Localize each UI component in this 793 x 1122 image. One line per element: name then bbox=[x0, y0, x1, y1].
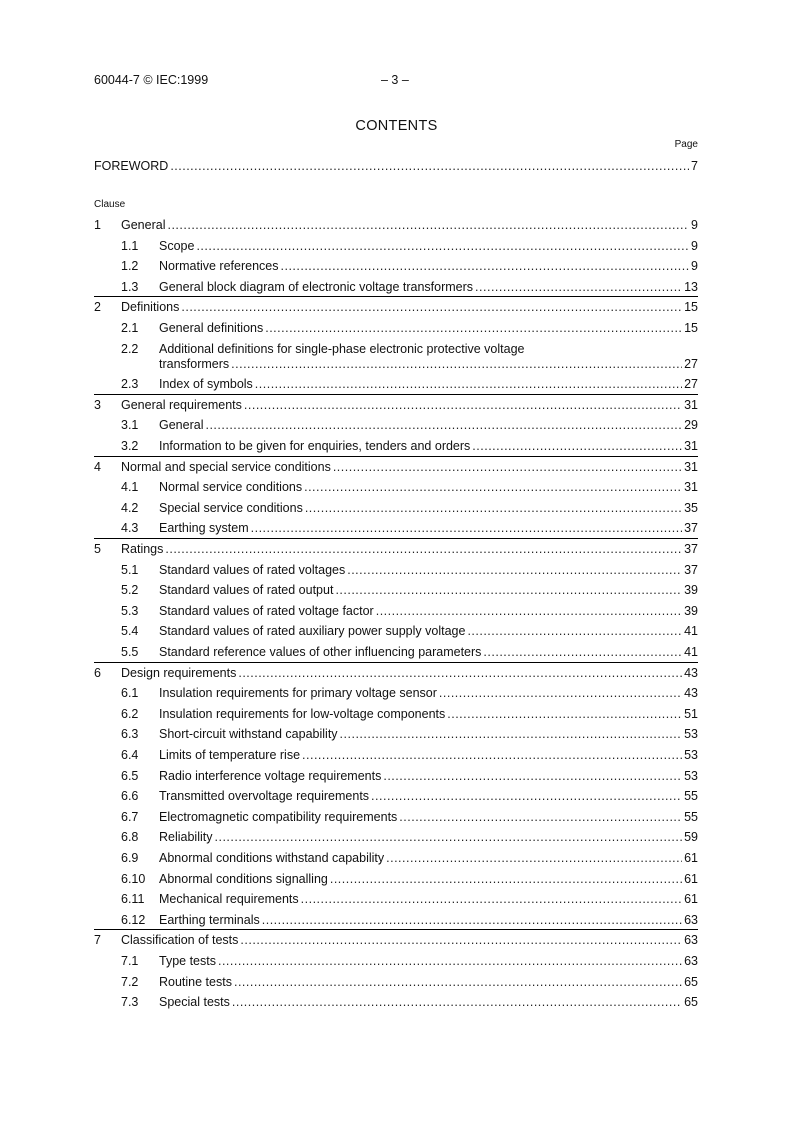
toc-entry-label: Normative references bbox=[159, 259, 279, 274]
toc-entry-number: 4.1 bbox=[121, 480, 139, 495]
toc-entry-3[interactable] bbox=[94, 397, 698, 413]
toc-entry-page: 41 bbox=[684, 624, 698, 639]
toc-entry-label: Standard values of rated auxiliary power supply voltage bbox=[159, 624, 466, 639]
toc-entry-2[interactable] bbox=[94, 299, 698, 315]
toc-entry-label: Special tests bbox=[159, 995, 230, 1010]
toc-entry-number: 5.2 bbox=[121, 583, 139, 598]
toc-entry-number: 6.6 bbox=[121, 789, 139, 804]
toc-entry-number: 6.1 bbox=[121, 686, 139, 701]
page-number: – 3 – bbox=[381, 73, 409, 87]
toc-entry-label-line1: Additional definitions for single-phase electronic protective voltage bbox=[159, 341, 525, 356]
leader-dots bbox=[215, 829, 683, 845]
toc-entry-page: 55 bbox=[684, 789, 698, 804]
toc-entry-number: 6.2 bbox=[121, 706, 139, 721]
leader-dots bbox=[483, 644, 682, 660]
toc-entry-number: 6.5 bbox=[121, 768, 139, 783]
toc-entry-label: Abnormal conditions withstand capability bbox=[159, 851, 385, 865]
toc-entry-label: Standard reference values of other influencing parameters bbox=[159, 645, 482, 659]
toc-entry-number: 5.1 bbox=[121, 562, 139, 577]
leader-dots bbox=[265, 320, 682, 336]
toc-entry-number: 4 bbox=[94, 459, 101, 474]
toc-entry-1-3[interactable] bbox=[94, 279, 698, 295]
toc-entry-page: 43 bbox=[684, 686, 698, 701]
toc-entry-1-2[interactable] bbox=[94, 258, 698, 274]
toc-entry-label: Index of symbols bbox=[159, 377, 253, 392]
toc-entry-number: 3.1 bbox=[121, 418, 139, 433]
toc-entry-page: 31 bbox=[684, 439, 698, 453]
toc-entry-label: Transmitted overvoltage requirements bbox=[159, 789, 370, 804]
toc-entry-page: 13 bbox=[684, 279, 698, 294]
toc-entry-page: 63 bbox=[684, 933, 698, 948]
section-separator bbox=[94, 456, 698, 457]
section-separator bbox=[94, 538, 698, 539]
toc-entry-label: Insulation requirements for primary voltage sensor bbox=[159, 686, 437, 701]
leader-dots bbox=[205, 417, 682, 433]
toc-entry-6-7[interactable] bbox=[94, 809, 698, 825]
toc-entry-number: 5.4 bbox=[121, 624, 139, 639]
leader-dots bbox=[304, 479, 682, 495]
toc-entry-number: 6.3 bbox=[121, 727, 139, 742]
toc-entry-6-11[interactable] bbox=[94, 891, 698, 907]
toc-entry-number: 5.3 bbox=[121, 603, 139, 618]
toc-entry-label: Radio interference voltage requirements bbox=[159, 768, 382, 783]
toc-entry-label: Reliability bbox=[159, 830, 213, 845]
toc-entry-6-6[interactable] bbox=[94, 788, 698, 804]
toc-entry-3-1[interactable] bbox=[94, 417, 698, 433]
leader-dots bbox=[170, 158, 689, 174]
toc-entry-7[interactable] bbox=[94, 932, 698, 948]
toc-entry-label: General requirements bbox=[121, 397, 242, 412]
toc-entry-number: 6.7 bbox=[121, 809, 139, 824]
toc-entry-page: 9 bbox=[691, 218, 698, 232]
toc-entry-5-1[interactable] bbox=[94, 562, 698, 578]
toc-entry-foreword[interactable] bbox=[94, 158, 698, 174]
toc-entry-label: transformers bbox=[159, 356, 230, 371]
leader-dots bbox=[238, 665, 682, 681]
toc-entry-7-2[interactable] bbox=[94, 974, 698, 990]
toc-entry-1-1[interactable] bbox=[94, 238, 698, 254]
toc-entry-page: 9 bbox=[691, 238, 698, 253]
toc-entry-label: Information to be given for enquiries, tenders and orders bbox=[159, 439, 471, 453]
leader-dots bbox=[165, 541, 682, 557]
toc-entry-label: Scope bbox=[159, 238, 195, 253]
toc-entry-label: Normal and special service conditions bbox=[121, 459, 331, 474]
toc-entry-number: 2 bbox=[94, 300, 101, 315]
toc-entry-number: 1 bbox=[94, 218, 101, 232]
leader-dots bbox=[330, 871, 682, 887]
toc-entry-page: 27 bbox=[684, 356, 698, 371]
leader-dots bbox=[333, 459, 682, 475]
toc-entry-5-5[interactable] bbox=[94, 644, 698, 660]
toc-entry-page: 53 bbox=[684, 727, 698, 742]
toc-entry-6-9[interactable] bbox=[94, 850, 698, 866]
toc-entry-4[interactable] bbox=[94, 459, 698, 475]
leader-dots bbox=[244, 397, 682, 413]
toc-entry-page: 51 bbox=[684, 706, 698, 721]
toc-entry-page: 61 bbox=[684, 871, 698, 886]
toc-entry-label: Electromagnetic compatibility requirements bbox=[159, 809, 398, 824]
toc-entry-label: Normal service conditions bbox=[159, 480, 303, 495]
leader-dots bbox=[335, 582, 682, 598]
leader-dots bbox=[196, 238, 689, 254]
leader-dots bbox=[255, 376, 682, 392]
toc-entry-page: 39 bbox=[684, 603, 698, 618]
leader-dots bbox=[301, 891, 682, 907]
clause-column-label: Clause bbox=[94, 199, 126, 210]
toc-entry-page: 37 bbox=[684, 542, 698, 556]
document-id: 60044-7 © IEC:1999 bbox=[94, 73, 209, 87]
toc-entry-number: 2.1 bbox=[121, 321, 139, 335]
contents-title: CONTENTS bbox=[355, 118, 438, 134]
toc-entry-page: 29 bbox=[684, 418, 698, 433]
leader-dots bbox=[281, 258, 690, 274]
toc-entry-label: General bbox=[121, 218, 166, 232]
toc-entry-page: 53 bbox=[684, 748, 698, 762]
page-header bbox=[94, 73, 698, 89]
toc-entry-label: Classification of tests bbox=[121, 933, 239, 948]
toc-entry-label: Mechanical requirements bbox=[159, 892, 299, 907]
toc-entry-label: Type tests bbox=[159, 954, 216, 968]
toc-entry-page: 35 bbox=[684, 500, 698, 515]
section-separator bbox=[94, 394, 698, 395]
toc-entry-number: 7.2 bbox=[121, 974, 139, 989]
toc-entry-page: 15 bbox=[684, 321, 698, 335]
toc-entry-number: 4.2 bbox=[121, 500, 139, 515]
toc-entry-page: 31 bbox=[684, 459, 698, 474]
toc-entry-6-10[interactable] bbox=[94, 871, 698, 887]
toc-entry-number: 6.12 bbox=[121, 912, 146, 927]
toc-entry-7-3[interactable] bbox=[94, 994, 698, 1010]
toc-entry-6-5[interactable] bbox=[94, 768, 698, 784]
toc-entry-label: Definitions bbox=[121, 300, 180, 315]
toc-entry-number: 2.3 bbox=[121, 377, 139, 392]
toc-entry-page: 41 bbox=[684, 645, 698, 659]
toc-entry-number: 4.3 bbox=[121, 521, 139, 536]
leader-dots bbox=[447, 706, 682, 722]
leader-dots bbox=[472, 438, 682, 454]
toc-entry-label: Standard values of rated voltage factor bbox=[159, 603, 374, 618]
toc-entry-label: Design requirements bbox=[121, 665, 237, 680]
page-column-label: Page bbox=[674, 139, 698, 150]
toc-entry-number: 6.9 bbox=[121, 851, 139, 865]
leader-dots bbox=[347, 562, 682, 578]
toc-entry-page: 43 bbox=[684, 665, 698, 680]
toc-entry-label: Earthing system bbox=[159, 521, 249, 536]
toc-entry-2-1[interactable] bbox=[94, 320, 698, 336]
toc-entry-number: 6.8 bbox=[121, 830, 139, 845]
toc-entry-label: General bbox=[159, 418, 204, 433]
toc-entry-page: 61 bbox=[684, 892, 698, 907]
toc-entry-page: 37 bbox=[684, 562, 698, 577]
leader-dots bbox=[232, 994, 682, 1010]
toc-entry-5-4[interactable] bbox=[94, 623, 698, 639]
leader-dots bbox=[302, 747, 682, 763]
toc-entry-label: Insulation requirements for low-voltage components bbox=[159, 706, 446, 721]
toc-entry-number: 3.2 bbox=[121, 439, 139, 453]
toc-entry-number: 2.2 bbox=[121, 341, 139, 356]
toc-entry-number: 3 bbox=[94, 397, 101, 412]
toc-entry-label: Routine tests bbox=[159, 974, 232, 989]
toc-entry-page: 37 bbox=[684, 521, 698, 536]
toc-entry-page: 65 bbox=[684, 995, 698, 1010]
toc-entry-label: Standard values of rated voltages bbox=[159, 562, 346, 577]
toc-entry-page: 55 bbox=[684, 809, 698, 824]
toc-entry-page: 15 bbox=[684, 300, 698, 315]
toc-entry-page: 63 bbox=[684, 954, 698, 968]
toc-entry-6-4[interactable] bbox=[94, 747, 698, 763]
toc-entry-number: 6 bbox=[94, 665, 101, 680]
leader-dots bbox=[167, 217, 689, 233]
toc-entry-4-3[interactable] bbox=[94, 520, 698, 536]
toc-entry-number: 1.1 bbox=[121, 238, 139, 253]
leader-dots bbox=[439, 685, 682, 701]
toc-entry-label: General block diagram of electronic voltage transformers bbox=[159, 279, 474, 294]
toc-entry-label: FOREWORD bbox=[94, 159, 169, 173]
toc-entry-label: Special service conditions bbox=[159, 500, 303, 515]
toc-entry-number: 7.1 bbox=[121, 954, 139, 968]
toc-entry-page: 7 bbox=[691, 159, 698, 173]
toc-entry-page: 65 bbox=[684, 974, 698, 989]
leader-dots bbox=[181, 299, 682, 315]
toc-entry-number: 6.10 bbox=[121, 871, 146, 886]
toc-entry-number: 6.11 bbox=[121, 892, 145, 907]
leader-dots bbox=[475, 279, 682, 295]
toc-entry-page: 53 bbox=[684, 768, 698, 783]
leader-dots bbox=[467, 623, 682, 639]
toc-entry-label: Limits of temperature rise bbox=[159, 748, 301, 762]
toc-entry-number: 7 bbox=[94, 933, 101, 948]
leader-dots bbox=[240, 932, 682, 948]
toc-entry-number: 1.3 bbox=[121, 279, 139, 294]
leader-dots bbox=[231, 356, 682, 372]
toc-entry-label: Ratings bbox=[121, 542, 164, 556]
leader-dots bbox=[340, 726, 683, 742]
toc-entry-number: 6.4 bbox=[121, 748, 139, 762]
toc-entry-6-3[interactable] bbox=[94, 726, 698, 742]
toc-entry-6-2[interactable] bbox=[94, 706, 698, 722]
toc-entry-5-2[interactable] bbox=[94, 582, 698, 598]
toc-entry-page: 63 bbox=[684, 912, 698, 927]
toc-entry-7-1[interactable] bbox=[94, 953, 698, 969]
toc-entry-page: 31 bbox=[684, 397, 698, 412]
toc-entry-number: 5 bbox=[94, 542, 101, 556]
toc-entry-4-2[interactable] bbox=[94, 500, 698, 516]
leader-dots bbox=[399, 809, 682, 825]
toc-entry-number: 7.3 bbox=[121, 995, 139, 1010]
toc-entry-number: 5.5 bbox=[121, 645, 139, 659]
toc-entry-5-3[interactable] bbox=[94, 603, 698, 619]
toc-entry-number: 1.2 bbox=[121, 259, 139, 274]
toc-entry-page: 27 bbox=[684, 377, 698, 392]
section-separator bbox=[94, 662, 698, 663]
toc-entry-6-12[interactable] bbox=[94, 912, 698, 928]
toc-entry-page: 9 bbox=[691, 259, 698, 274]
toc-entry-page: 39 bbox=[684, 583, 698, 598]
toc-entry-page: 61 bbox=[684, 851, 698, 865]
leader-dots bbox=[262, 912, 682, 928]
section-separator bbox=[94, 296, 698, 297]
leader-dots bbox=[386, 850, 682, 866]
toc-entry-label: Short-circuit withstand capability bbox=[159, 727, 338, 742]
toc-entry-label: Earthing terminals bbox=[159, 912, 260, 927]
leader-dots bbox=[305, 500, 682, 516]
section-separator bbox=[94, 929, 698, 930]
leader-dots bbox=[371, 788, 682, 804]
leader-dots bbox=[218, 953, 682, 969]
toc-entry-5[interactable] bbox=[94, 541, 698, 557]
toc-entry-label: Abnormal conditions signalling bbox=[159, 871, 328, 886]
toc-entry-label: Standard values of rated output bbox=[159, 583, 334, 598]
toc-entry-1[interactable] bbox=[94, 217, 698, 233]
toc-entry-4-1[interactable] bbox=[94, 479, 698, 495]
toc-entry-6-8[interactable] bbox=[94, 829, 698, 845]
toc-entry-3-2[interactable] bbox=[94, 438, 698, 454]
leader-dots bbox=[383, 768, 682, 784]
toc-entry-page: 59 bbox=[684, 830, 698, 845]
toc-entry-6-1[interactable] bbox=[94, 685, 698, 701]
toc-entry-2-3[interactable] bbox=[94, 376, 698, 392]
leader-dots bbox=[376, 603, 682, 619]
toc-entry-label: General definitions bbox=[159, 321, 264, 335]
toc-entry-page: 31 bbox=[684, 480, 698, 495]
leader-dots bbox=[234, 974, 682, 990]
leader-dots bbox=[251, 520, 682, 536]
toc-entry-6[interactable] bbox=[94, 665, 698, 681]
